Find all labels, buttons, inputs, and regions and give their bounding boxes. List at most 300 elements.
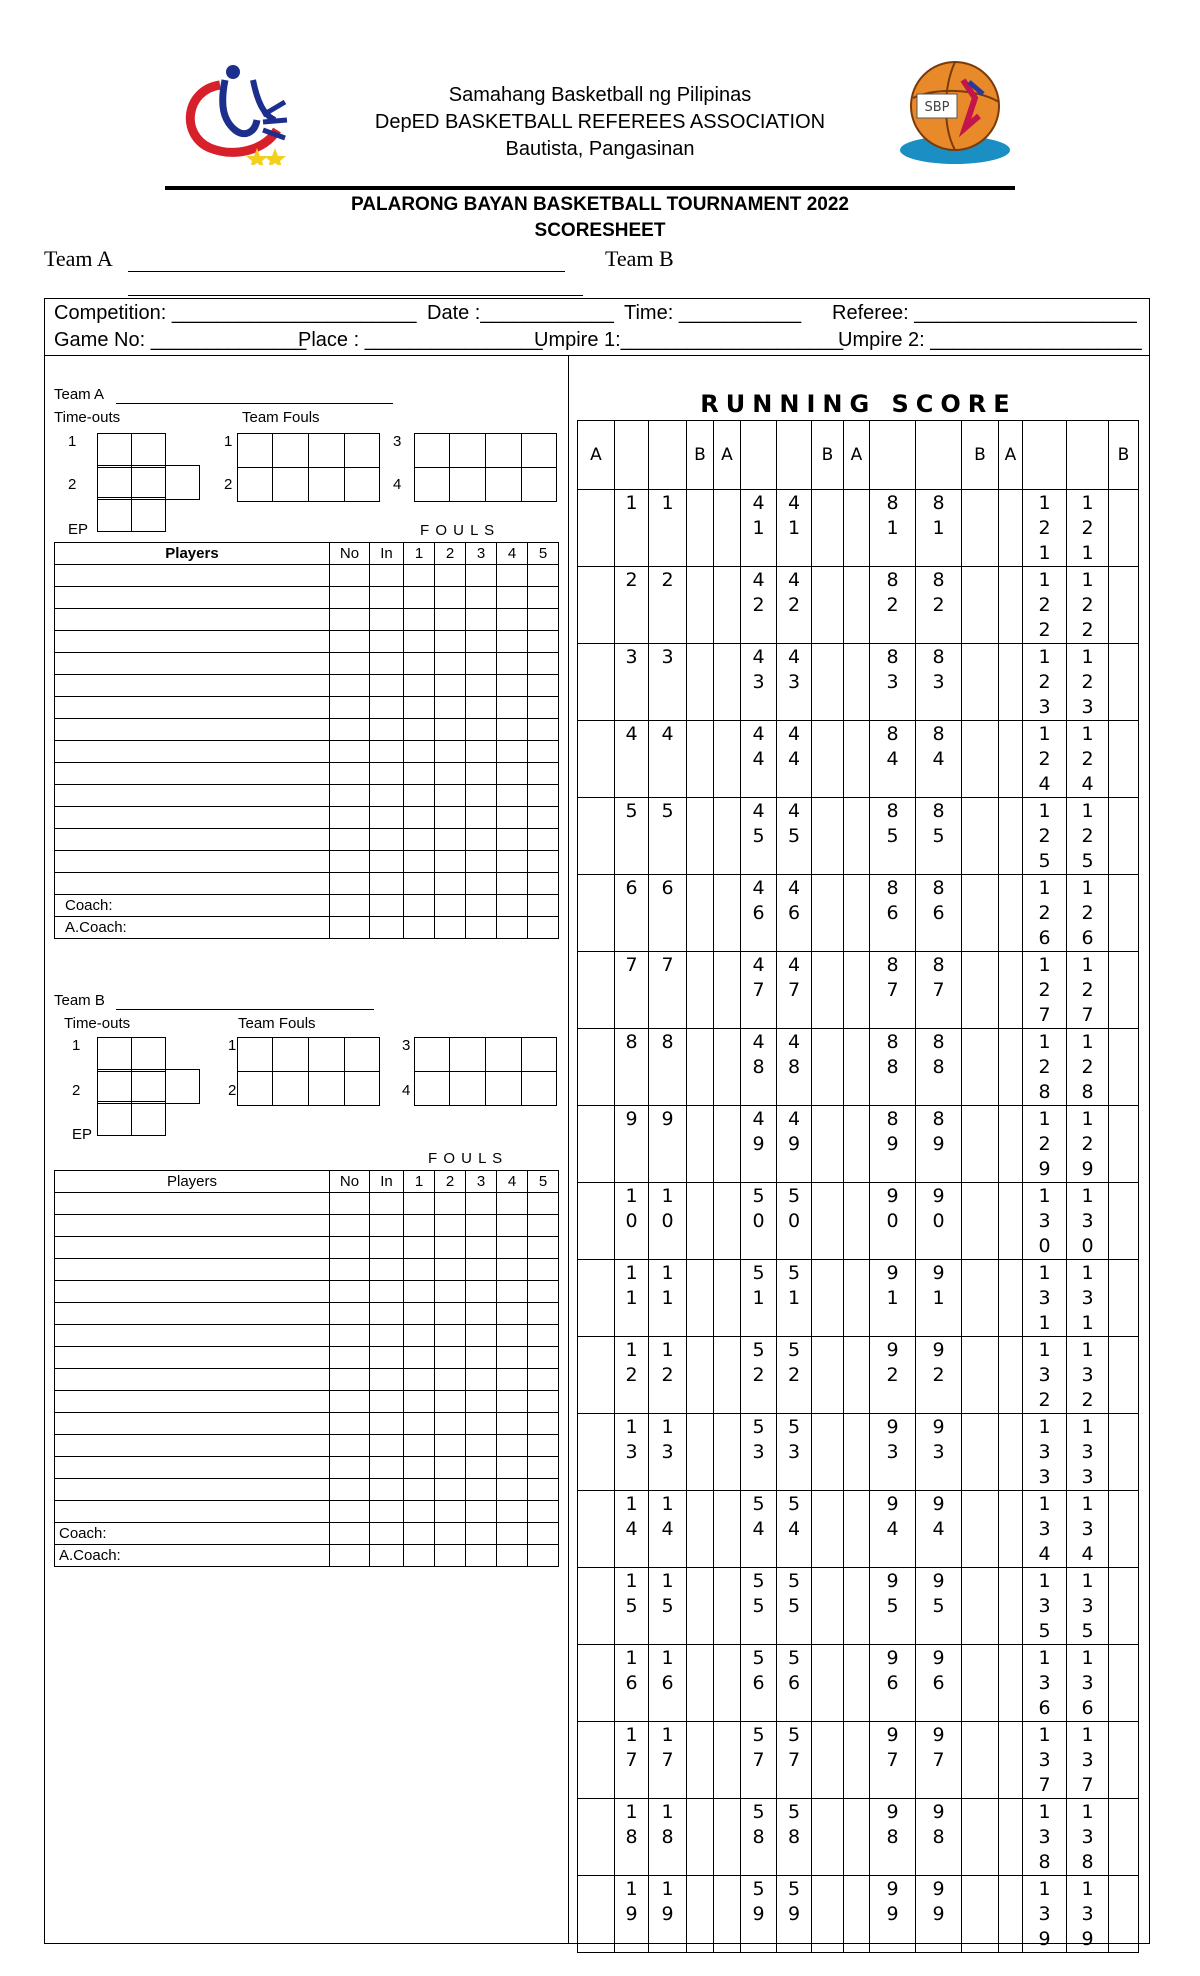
score-number[interactable] xyxy=(777,567,812,644)
score-number[interactable] xyxy=(870,567,916,644)
score-number[interactable] xyxy=(777,1491,812,1568)
score-mark-b[interactable] xyxy=(812,1876,844,1953)
player-row[interactable] xyxy=(55,1413,559,1435)
score-mark-b[interactable] xyxy=(1109,721,1139,798)
score-mark-a[interactable] xyxy=(714,1414,741,1491)
player-row[interactable] xyxy=(55,675,559,697)
score-mark-b[interactable] xyxy=(812,567,844,644)
score-number[interactable] xyxy=(870,1645,916,1722)
score-mark-a[interactable] xyxy=(999,798,1023,875)
score-mark-a[interactable] xyxy=(578,1722,615,1799)
score-number[interactable] xyxy=(1067,1799,1109,1876)
player-row[interactable] xyxy=(55,1435,559,1457)
score-number[interactable] xyxy=(615,1645,649,1722)
score-number[interactable] xyxy=(1067,567,1109,644)
score-number[interactable] xyxy=(741,952,777,1029)
score-number[interactable] xyxy=(870,875,916,952)
player-row[interactable] xyxy=(55,565,559,587)
score-mark-a[interactable] xyxy=(714,721,741,798)
player-row[interactable] xyxy=(55,719,559,741)
score-mark-a[interactable] xyxy=(578,644,615,721)
game-no-field[interactable]: Game No: ______________ xyxy=(54,329,307,351)
score-number[interactable] xyxy=(615,721,649,798)
score-mark-b[interactable] xyxy=(1109,798,1139,875)
score-mark-a[interactable] xyxy=(714,1337,741,1414)
score-number[interactable] xyxy=(1023,490,1067,567)
score-mark-a[interactable] xyxy=(844,1106,870,1183)
score-number[interactable] xyxy=(649,567,687,644)
score-number[interactable] xyxy=(649,644,687,721)
score-number[interactable] xyxy=(1067,1414,1109,1491)
score-number[interactable] xyxy=(741,567,777,644)
score-number[interactable] xyxy=(1067,798,1109,875)
score-mark-b[interactable] xyxy=(962,1337,999,1414)
player-row[interactable] xyxy=(55,1457,559,1479)
score-mark-a[interactable] xyxy=(714,644,741,721)
score-number[interactable] xyxy=(741,1414,777,1491)
score-mark-b[interactable] xyxy=(1109,1337,1139,1414)
player-row[interactable] xyxy=(55,1237,559,1259)
score-number[interactable] xyxy=(1067,1645,1109,1722)
score-mark-a[interactable] xyxy=(844,952,870,1029)
score-mark-a[interactable] xyxy=(578,1337,615,1414)
coach-row[interactable] xyxy=(55,1523,559,1545)
score-number[interactable] xyxy=(649,952,687,1029)
score-number[interactable] xyxy=(1023,1645,1067,1722)
score-mark-b[interactable] xyxy=(687,1337,714,1414)
team-a-timeout-box[interactable] xyxy=(131,433,166,468)
score-mark-a[interactable] xyxy=(999,490,1023,567)
score-mark-b[interactable] xyxy=(812,1106,844,1183)
place-field[interactable]: Place : ________________ xyxy=(298,329,543,351)
score-mark-b[interactable] xyxy=(962,1414,999,1491)
score-number[interactable] xyxy=(649,1876,687,1953)
score-mark-a[interactable] xyxy=(844,1876,870,1953)
score-mark-a[interactable] xyxy=(578,1645,615,1722)
score-mark-a[interactable] xyxy=(844,1414,870,1491)
score-number[interactable] xyxy=(870,721,916,798)
score-number[interactable] xyxy=(649,490,687,567)
score-mark-a[interactable] xyxy=(844,1568,870,1645)
score-number[interactable] xyxy=(1067,1106,1109,1183)
player-row[interactable] xyxy=(55,587,559,609)
score-number[interactable] xyxy=(777,1414,812,1491)
score-mark-a[interactable] xyxy=(578,1260,615,1337)
score-mark-a[interactable] xyxy=(578,567,615,644)
score-number[interactable] xyxy=(615,1568,649,1645)
score-mark-b[interactable] xyxy=(962,1876,999,1953)
score-mark-a[interactable] xyxy=(844,798,870,875)
score-mark-b[interactable] xyxy=(812,1568,844,1645)
score-number[interactable] xyxy=(916,1876,962,1953)
score-mark-b[interactable] xyxy=(687,1568,714,1645)
score-number[interactable] xyxy=(777,1106,812,1183)
score-mark-a[interactable] xyxy=(844,1183,870,1260)
score-number[interactable] xyxy=(741,1260,777,1337)
score-number[interactable] xyxy=(741,1876,777,1953)
team-b-timeout-box[interactable] xyxy=(131,1069,166,1104)
score-mark-a[interactable] xyxy=(999,1568,1023,1645)
team-a-timeout-box[interactable] xyxy=(131,465,166,500)
score-mark-b[interactable] xyxy=(812,1491,844,1568)
score-mark-a[interactable] xyxy=(999,1337,1023,1414)
score-number[interactable] xyxy=(1023,952,1067,1029)
score-mark-b[interactable] xyxy=(687,1722,714,1799)
player-row[interactable] xyxy=(55,807,559,829)
score-number[interactable] xyxy=(741,1491,777,1568)
score-mark-a[interactable] xyxy=(578,1876,615,1953)
score-number[interactable] xyxy=(916,490,962,567)
score-mark-b[interactable] xyxy=(687,798,714,875)
score-mark-a[interactable] xyxy=(578,490,615,567)
score-number[interactable] xyxy=(615,644,649,721)
score-mark-b[interactable] xyxy=(812,1029,844,1106)
score-number[interactable] xyxy=(615,1260,649,1337)
score-mark-b[interactable] xyxy=(812,1645,844,1722)
score-number[interactable] xyxy=(1023,1722,1067,1799)
score-number[interactable] xyxy=(741,1106,777,1183)
score-number[interactable] xyxy=(870,952,916,1029)
score-number[interactable] xyxy=(1023,1491,1067,1568)
score-mark-b[interactable] xyxy=(812,721,844,798)
score-number[interactable] xyxy=(870,490,916,567)
score-number[interactable] xyxy=(1023,721,1067,798)
score-number[interactable] xyxy=(649,1414,687,1491)
score-number[interactable] xyxy=(870,1183,916,1260)
score-number[interactable] xyxy=(1067,721,1109,798)
score-number[interactable] xyxy=(916,1568,962,1645)
score-number[interactable] xyxy=(649,1106,687,1183)
score-number[interactable] xyxy=(615,490,649,567)
score-mark-b[interactable] xyxy=(812,1722,844,1799)
score-mark-b[interactable] xyxy=(962,952,999,1029)
score-mark-a[interactable] xyxy=(844,1029,870,1106)
score-number[interactable] xyxy=(649,1337,687,1414)
score-number[interactable] xyxy=(649,1029,687,1106)
score-mark-a[interactable] xyxy=(999,952,1023,1029)
score-number[interactable] xyxy=(870,1799,916,1876)
score-number[interactable] xyxy=(1067,1491,1109,1568)
score-number[interactable] xyxy=(1023,875,1067,952)
score-mark-b[interactable] xyxy=(687,875,714,952)
score-number[interactable] xyxy=(741,721,777,798)
score-number[interactable] xyxy=(870,1414,916,1491)
score-mark-b[interactable] xyxy=(812,1260,844,1337)
score-mark-b[interactable] xyxy=(812,490,844,567)
score-mark-a[interactable] xyxy=(999,1106,1023,1183)
score-mark-a[interactable] xyxy=(714,1106,741,1183)
score-number[interactable] xyxy=(870,1337,916,1414)
score-number[interactable] xyxy=(916,1106,962,1183)
score-number[interactable] xyxy=(615,1414,649,1491)
score-number[interactable] xyxy=(916,1414,962,1491)
score-number[interactable] xyxy=(615,1106,649,1183)
score-mark-b[interactable] xyxy=(962,1491,999,1568)
player-row[interactable] xyxy=(55,1325,559,1347)
score-number[interactable] xyxy=(1067,1337,1109,1414)
assistant-coach-row[interactable] xyxy=(55,1545,559,1567)
score-mark-b[interactable] xyxy=(687,721,714,798)
score-number[interactable] xyxy=(1023,1183,1067,1260)
score-mark-a[interactable] xyxy=(714,1645,741,1722)
score-mark-b[interactable] xyxy=(1109,1568,1139,1645)
score-mark-a[interactable] xyxy=(999,1645,1023,1722)
score-mark-b[interactable] xyxy=(1109,644,1139,721)
player-row[interactable] xyxy=(55,1303,559,1325)
score-number[interactable] xyxy=(1067,1029,1109,1106)
score-number[interactable] xyxy=(1023,1106,1067,1183)
score-number[interactable] xyxy=(777,1260,812,1337)
score-number[interactable] xyxy=(649,1183,687,1260)
score-number[interactable] xyxy=(1067,644,1109,721)
team-b-line[interactable] xyxy=(116,1009,374,1010)
score-number[interactable] xyxy=(649,1491,687,1568)
player-row[interactable] xyxy=(55,1281,559,1303)
score-number[interactable] xyxy=(1023,644,1067,721)
team-a-ep-box[interactable] xyxy=(131,497,166,532)
score-number[interactable] xyxy=(1067,875,1109,952)
score-mark-b[interactable] xyxy=(812,1337,844,1414)
score-mark-a[interactable] xyxy=(714,567,741,644)
score-mark-b[interactable] xyxy=(1109,1260,1139,1337)
score-mark-b[interactable] xyxy=(812,798,844,875)
score-mark-b[interactable] xyxy=(687,644,714,721)
score-number[interactable] xyxy=(741,1799,777,1876)
score-mark-a[interactable] xyxy=(714,952,741,1029)
score-number[interactable] xyxy=(1023,798,1067,875)
referee-field[interactable]: Referee: ____________________ xyxy=(832,302,1137,324)
score-mark-b[interactable] xyxy=(687,1799,714,1876)
score-number[interactable] xyxy=(1023,1260,1067,1337)
score-number[interactable] xyxy=(615,1337,649,1414)
umpire2-field[interactable]: Umpire 2: ___________________ xyxy=(838,329,1142,351)
score-number[interactable] xyxy=(1067,1722,1109,1799)
team-b-timeout-box[interactable] xyxy=(97,1037,132,1072)
score-mark-a[interactable] xyxy=(714,1722,741,1799)
score-mark-b[interactable] xyxy=(962,1722,999,1799)
score-mark-a[interactable] xyxy=(844,1491,870,1568)
score-mark-a[interactable] xyxy=(844,567,870,644)
score-mark-b[interactable] xyxy=(962,1029,999,1106)
score-number[interactable] xyxy=(741,644,777,721)
score-number[interactable] xyxy=(1067,1260,1109,1337)
score-number[interactable] xyxy=(1067,1876,1109,1953)
score-number[interactable] xyxy=(649,798,687,875)
score-number[interactable] xyxy=(1023,1029,1067,1106)
score-mark-a[interactable] xyxy=(578,798,615,875)
player-row[interactable] xyxy=(55,1347,559,1369)
score-number[interactable] xyxy=(916,1337,962,1414)
score-number[interactable] xyxy=(777,644,812,721)
score-mark-a[interactable] xyxy=(844,1645,870,1722)
score-number[interactable] xyxy=(649,1645,687,1722)
score-number[interactable] xyxy=(870,644,916,721)
score-mark-a[interactable] xyxy=(714,1491,741,1568)
team-b-timeout-box[interactable] xyxy=(97,1069,132,1104)
score-mark-b[interactable] xyxy=(962,1645,999,1722)
score-mark-a[interactable] xyxy=(999,1260,1023,1337)
score-number[interactable] xyxy=(916,1183,962,1260)
time-field[interactable]: Time: ___________ xyxy=(624,302,802,324)
score-number[interactable] xyxy=(1023,1337,1067,1414)
score-number[interactable] xyxy=(649,721,687,798)
team-b-ep-box[interactable] xyxy=(131,1101,166,1136)
score-mark-a[interactable] xyxy=(999,1722,1023,1799)
score-number[interactable] xyxy=(777,1568,812,1645)
umpire1-field[interactable]: Umpire 1:____________________ xyxy=(534,329,844,351)
player-row[interactable] xyxy=(55,631,559,653)
score-number[interactable] xyxy=(615,1722,649,1799)
team-a-timeout-box[interactable] xyxy=(97,465,132,500)
score-number[interactable] xyxy=(1067,952,1109,1029)
score-number[interactable] xyxy=(615,567,649,644)
score-number[interactable] xyxy=(777,721,812,798)
score-mark-a[interactable] xyxy=(999,1799,1023,1876)
score-number[interactable] xyxy=(615,1491,649,1568)
team-a-line[interactable] xyxy=(116,403,393,404)
score-mark-b[interactable] xyxy=(1109,1799,1139,1876)
score-mark-a[interactable] xyxy=(578,1029,615,1106)
score-mark-a[interactable] xyxy=(999,567,1023,644)
score-mark-b[interactable] xyxy=(687,1029,714,1106)
score-number[interactable] xyxy=(615,1029,649,1106)
score-mark-b[interactable] xyxy=(1109,567,1139,644)
score-number[interactable] xyxy=(649,1260,687,1337)
score-number[interactable] xyxy=(777,1183,812,1260)
score-mark-b[interactable] xyxy=(1109,952,1139,1029)
score-mark-b[interactable] xyxy=(1109,1645,1139,1722)
score-mark-b[interactable] xyxy=(1109,1183,1139,1260)
score-mark-b[interactable] xyxy=(687,1491,714,1568)
score-mark-a[interactable] xyxy=(999,1414,1023,1491)
score-mark-a[interactable] xyxy=(578,1568,615,1645)
player-row[interactable] xyxy=(55,697,559,719)
score-mark-a[interactable] xyxy=(999,721,1023,798)
coach-row[interactable] xyxy=(55,895,559,917)
score-mark-b[interactable] xyxy=(962,1568,999,1645)
score-number[interactable] xyxy=(870,798,916,875)
score-number[interactable] xyxy=(741,875,777,952)
score-number[interactable] xyxy=(1023,567,1067,644)
score-mark-a[interactable] xyxy=(844,875,870,952)
team-a-timeout-box[interactable] xyxy=(165,465,200,500)
score-mark-a[interactable] xyxy=(999,1029,1023,1106)
score-mark-a[interactable] xyxy=(578,1183,615,1260)
score-mark-b[interactable] xyxy=(962,1106,999,1183)
player-row[interactable] xyxy=(55,1193,559,1215)
score-number[interactable] xyxy=(741,1568,777,1645)
score-number[interactable] xyxy=(777,1645,812,1722)
score-mark-a[interactable] xyxy=(714,1029,741,1106)
player-row[interactable] xyxy=(55,1479,559,1501)
score-number[interactable] xyxy=(615,1799,649,1876)
score-mark-b[interactable] xyxy=(812,1414,844,1491)
player-row[interactable] xyxy=(55,851,559,873)
score-mark-b[interactable] xyxy=(1109,875,1139,952)
score-number[interactable] xyxy=(1023,1876,1067,1953)
score-number[interactable] xyxy=(741,798,777,875)
player-row[interactable] xyxy=(55,829,559,851)
score-mark-b[interactable] xyxy=(687,1260,714,1337)
score-mark-b[interactable] xyxy=(962,490,999,567)
score-mark-a[interactable] xyxy=(714,1568,741,1645)
score-mark-b[interactable] xyxy=(962,1799,999,1876)
player-row[interactable] xyxy=(55,1501,559,1523)
player-row[interactable] xyxy=(55,1259,559,1281)
score-mark-b[interactable] xyxy=(1109,1106,1139,1183)
score-mark-b[interactable] xyxy=(812,1799,844,1876)
player-row[interactable] xyxy=(55,763,559,785)
score-mark-b[interactable] xyxy=(812,1183,844,1260)
score-number[interactable] xyxy=(916,1799,962,1876)
score-mark-b[interactable] xyxy=(687,1645,714,1722)
score-mark-b[interactable] xyxy=(687,490,714,567)
score-number[interactable] xyxy=(777,1337,812,1414)
score-number[interactable] xyxy=(777,798,812,875)
score-mark-b[interactable] xyxy=(1109,1876,1139,1953)
score-mark-a[interactable] xyxy=(844,490,870,567)
score-mark-b[interactable] xyxy=(1109,1722,1139,1799)
score-number[interactable] xyxy=(1067,490,1109,567)
score-mark-b[interactable] xyxy=(1109,490,1139,567)
date-field[interactable]: Date :____________ xyxy=(427,302,614,324)
score-number[interactable] xyxy=(741,1183,777,1260)
score-number[interactable] xyxy=(741,1337,777,1414)
score-number[interactable] xyxy=(649,1799,687,1876)
score-number[interactable] xyxy=(870,1568,916,1645)
score-number[interactable] xyxy=(741,1645,777,1722)
score-mark-b[interactable] xyxy=(687,1183,714,1260)
score-mark-a[interactable] xyxy=(844,721,870,798)
team-b-timeout-box[interactable] xyxy=(131,1037,166,1072)
score-mark-a[interactable] xyxy=(578,721,615,798)
team-a-timeout-box[interactable] xyxy=(97,433,132,468)
score-number[interactable] xyxy=(777,875,812,952)
score-mark-a[interactable] xyxy=(844,1799,870,1876)
score-number[interactable] xyxy=(649,1568,687,1645)
score-mark-b[interactable] xyxy=(962,1260,999,1337)
player-row[interactable] xyxy=(55,1369,559,1391)
score-number[interactable] xyxy=(916,644,962,721)
score-number[interactable] xyxy=(870,1491,916,1568)
score-mark-b[interactable] xyxy=(812,644,844,721)
score-mark-a[interactable] xyxy=(714,1260,741,1337)
score-number[interactable] xyxy=(741,490,777,567)
score-number[interactable] xyxy=(1067,1183,1109,1260)
score-number[interactable] xyxy=(649,875,687,952)
score-number[interactable] xyxy=(777,1876,812,1953)
score-mark-b[interactable] xyxy=(812,952,844,1029)
player-row[interactable] xyxy=(55,873,559,895)
score-mark-b[interactable] xyxy=(1109,1491,1139,1568)
score-mark-a[interactable] xyxy=(844,644,870,721)
score-number[interactable] xyxy=(916,798,962,875)
player-row[interactable] xyxy=(55,785,559,807)
team-b-timeout-box[interactable] xyxy=(165,1069,200,1104)
score-number[interactable] xyxy=(916,1260,962,1337)
score-number[interactable] xyxy=(870,1029,916,1106)
score-number[interactable] xyxy=(615,798,649,875)
score-mark-b[interactable] xyxy=(962,644,999,721)
team-a-name-line[interactable] xyxy=(128,271,565,272)
score-number[interactable] xyxy=(777,1799,812,1876)
competition-field[interactable]: Competition: ______________________ xyxy=(54,302,417,324)
score-mark-a[interactable] xyxy=(999,1491,1023,1568)
score-mark-a[interactable] xyxy=(578,1414,615,1491)
score-number[interactable] xyxy=(1067,1568,1109,1645)
score-number[interactable] xyxy=(777,1722,812,1799)
score-mark-b[interactable] xyxy=(687,1876,714,1953)
